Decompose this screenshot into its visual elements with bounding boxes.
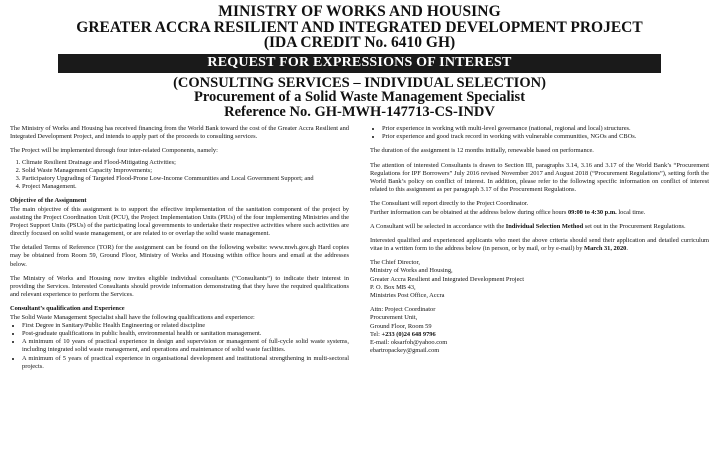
list-item: 4. Project Management. (22, 183, 349, 191)
list-item: • A minimum of 10 years of practical experience in design and supervision or management of full-cycle solid waste systems, including integrated solid waste management, and operations and maintenance of solid waste facilities. (22, 338, 349, 354)
project-title: GREATER ACCRA RESILIENT AND INTEGRATED DEVELOPMENT PROJECT (76, 18, 643, 36)
address-line: Attn: Project Coordinator (370, 306, 436, 314)
address-line: Ground Floor, Room 59 (370, 322, 432, 330)
phone-label: Tel: (370, 330, 382, 338)
address-line: P. O. Box MB 43, (370, 283, 416, 291)
list-item: • Prior experience in working with multi-level governance (national, regional and local) structures. (382, 125, 709, 133)
procurement-title: Procurement of a Solid Waste Management Specialist (193, 89, 526, 105)
address-line: Ministries Post Office, Accra (370, 292, 445, 299)
list-item: • Post-graduate qualifications in public health, environmental health or sanitation management. (22, 330, 349, 338)
advertisement-page (0, 4, 719, 451)
email-line: E-mail: oksarfoh@yahoo.com (370, 338, 448, 346)
list-item: • First Degree in Sanitary/Public Health Engineering or related discipline (22, 322, 349, 330)
reporting-paragraph (370, 200, 709, 216)
selection-text: A Consultant will be selected in accordance with the (370, 222, 506, 230)
duration-paragraph: The duration of the assignment is 12 months initially, renewable based on performance. (370, 147, 594, 155)
qualification-list (10, 322, 349, 371)
attention-block (370, 306, 709, 355)
body-columns (10, 125, 709, 377)
ministry-title: MINISTRY OF WORKS AND HOUSING (218, 3, 501, 20)
components-list (10, 159, 349, 192)
reference-number: Reference No. GH-MWH-147713-CS-INDV (224, 103, 495, 120)
address-line: Procurement Unit, (370, 314, 418, 322)
address-block (370, 259, 709, 300)
info-text-end: local time. (616, 208, 646, 216)
phone-line (370, 331, 709, 339)
objective-paragraph: The main objective of this assignment is to support the effective implementation of the sanitation component of the project by assisting the Project Coordination Unit (PCU), the Project Implementation Units (PIUs) of the four implementing Ministries and the Project Support Units (PSUs) of the participating local governments to undertake their respective activities where such activities are directly focused on solid waste management, or are related to or overlap the solid waste management. (10, 205, 349, 238)
selection-text-end: set out in the Procurement Regulations. (583, 222, 686, 230)
info-text: Further information can be obtained at the address below during office hours (370, 208, 568, 216)
experience-list (370, 125, 709, 141)
selection-method: Individual Selection Method (505, 222, 584, 230)
office-hours: 09:00 to 4:30 p.m. (567, 208, 617, 216)
components-intro: The Project will be implemented through four inter-related Components, namely: (10, 147, 218, 155)
services-title: (CONSULTING SERVICES – INDIVIDUAL SELECTION) (173, 74, 546, 91)
tor-paragraph: The detailed Terms of Reference (TOR) for the assignment can be found on the following website: www.mwh.gov.gh Hard copies may be obtained from Room 59, Ground Floor, Ministry of Works and Housing within office hours and email at the addresses below. (10, 244, 349, 268)
credit-line: (IDA CREDIT No. 6410 GH) (263, 34, 456, 51)
phone-number: +233 (0)24 648 9796 (381, 330, 436, 338)
list-item: 3. Participatory Upgrading of Targeted Flood-Prone Low-Income Communities and Local Government Support; and (22, 175, 349, 183)
request-banner: REQUEST FOR EXPRESSIONS OF INTEREST (58, 54, 661, 73)
qualification-heading: Consultant’s qualification and Experience (10, 305, 125, 313)
qualification-intro: The Solid Waste Management Specialist shall have the following qualifications and experience: (10, 313, 255, 321)
address-line: Greater Accra Resilient and Integrated Development Project (370, 275, 525, 283)
list-item: 2. Solid Waste Management Capacity Improvements; (22, 167, 349, 175)
objective-heading: Objective of the Assignment (10, 197, 87, 205)
submission-text: Interested qualified and experienced applicants who meet the above criteria should send their application and detailed curriculum vitae in a written form to the address below (in person, or by mail, or by e-mail) by (370, 236, 709, 253)
selection-paragraph (370, 223, 709, 231)
invite-paragraph: The Ministry of Works and Housing now invites eligible individual consultants (“Consultants”) to indicate their interest in providing the Services. Interested Consultants should provide information demonstrating that they have the required qualifications and relevant experience to perform the Services. (10, 274, 349, 299)
list-item: • Prior experience and good track record in working with vulnerable communities, NGOs and CBOs. (382, 133, 709, 141)
address-line: The Chief Director, (370, 259, 420, 267)
list-item: 1. Climate Resilient Drainage and Flood-Mitigating Activities; (22, 159, 349, 167)
right-column (370, 125, 709, 377)
deadline-date: March 31, 2020 (584, 245, 627, 253)
submission-paragraph (370, 237, 709, 253)
email-line-secondary: ebartropackey@gmail.com (370, 347, 440, 355)
left-column (10, 125, 349, 377)
list-item: • A minimum of 5 years of practical experience in organisational development and institutional strengthening in multi-sectoral projects. (22, 355, 349, 371)
conflict-paragraph: The attention of interested Consultants is drawn to Section III, paragraphs 3.14, 3.16 and 3.17 of the World Bank’s “Procurement Regulations for IPF Borrowers” July 2016 revised November 2017 and August 2018 (“Procurement Regulations”), setting forth the World Bank’s policy on conflict of interest. In addition, please refer to the following specific information on conflict of interest related to this assignment as per paragraph 3.17 of the Procurement Regulations. (370, 161, 709, 194)
address-line: Ministry of Works and Housing, (370, 267, 453, 275)
submission-text-end: . (626, 245, 628, 253)
intro-paragraph: The Ministry of Works and Housing has received financing from the World Bank toward the cost of the Greater Accra Resilient and Integrated Development Project, and intends to apply part of the proceeds to consulting services. (10, 125, 349, 141)
reporting-line: The Consultant will report directly to the Project Coordinator. (370, 200, 529, 208)
